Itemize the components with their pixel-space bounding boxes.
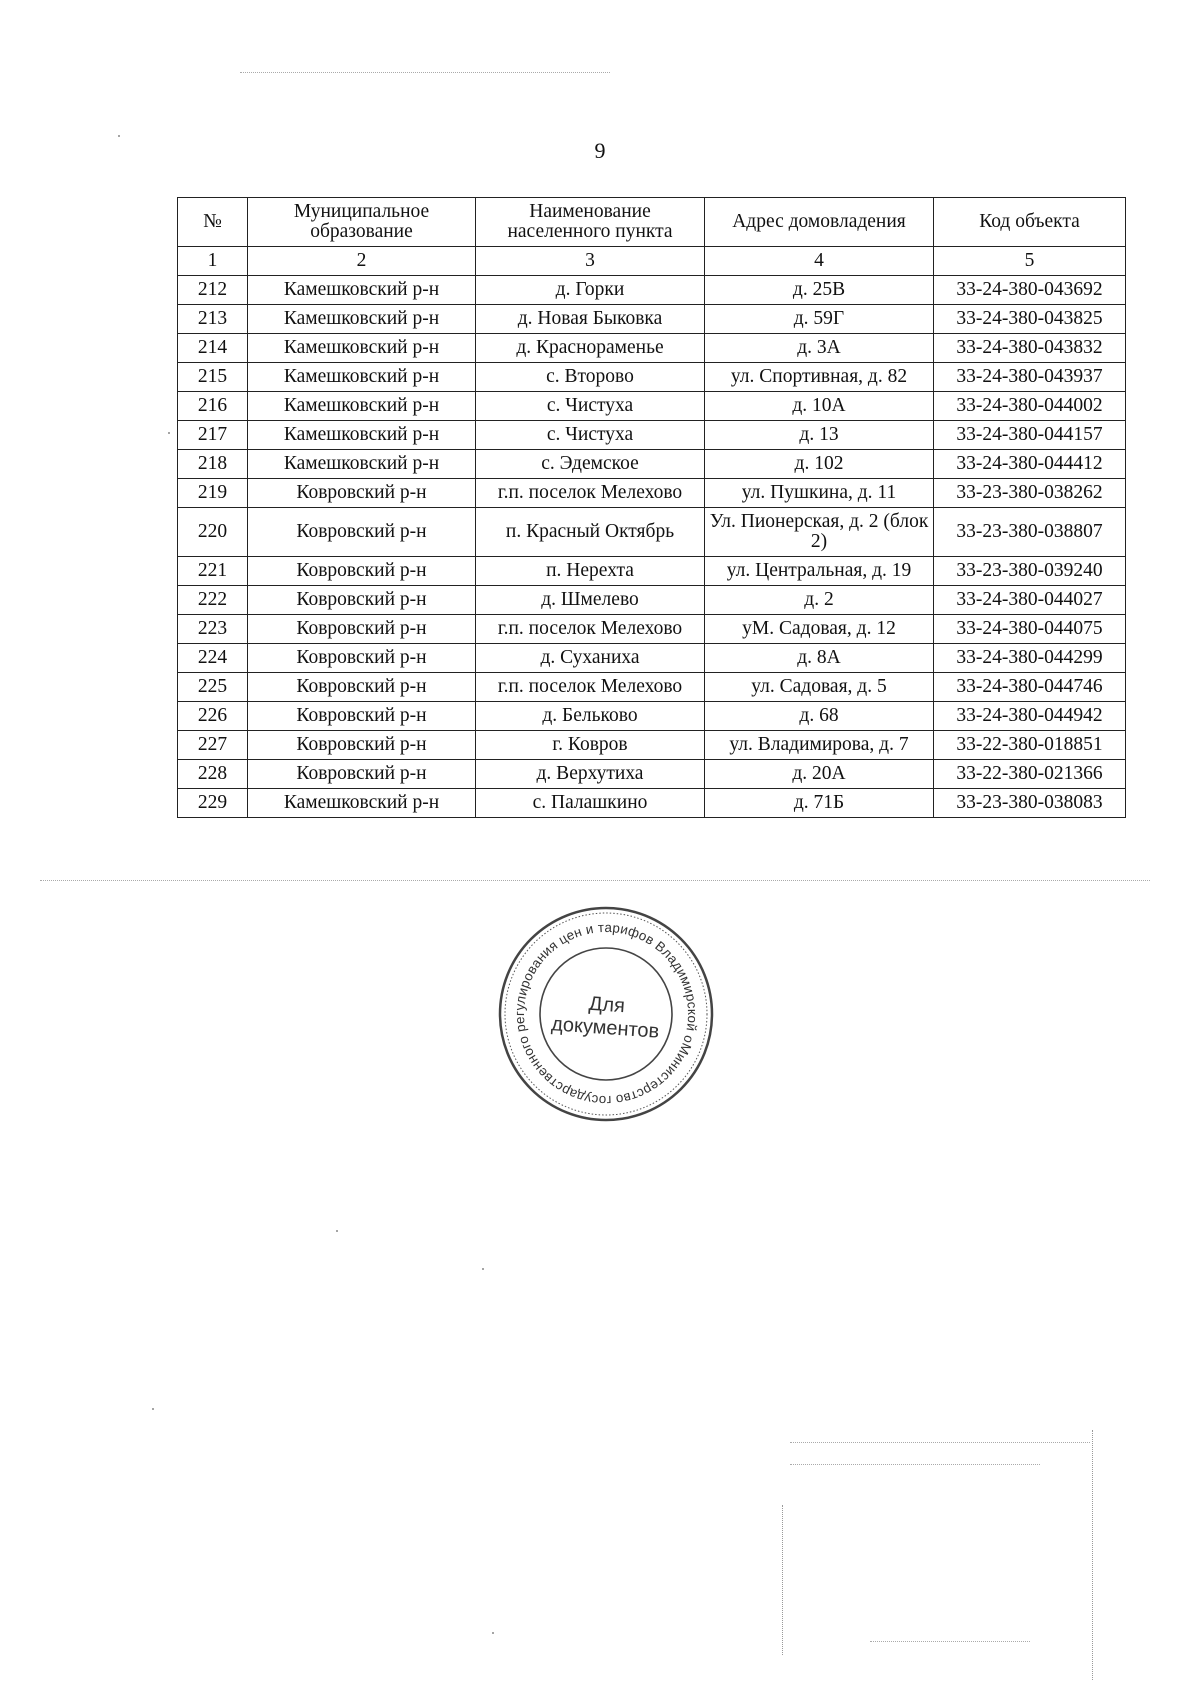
column-number: 1: [178, 247, 248, 276]
header-object-code: Код объекта: [934, 198, 1126, 247]
address-cell: д. 10А: [705, 392, 934, 421]
settlement-cell: п. Нерехта: [476, 557, 705, 586]
settlement-cell: с. Эдемское: [476, 450, 705, 479]
column-number: 3: [476, 247, 705, 276]
object-code-cell: 33-23-380-038262: [934, 479, 1126, 508]
object-code-cell: 33-24-380-044746: [934, 673, 1126, 702]
object-code-cell: 33-24-380-043825: [934, 305, 1126, 334]
header-settlement: Наименование населенного пункта: [476, 198, 705, 247]
row-number: 218: [178, 450, 248, 479]
scan-artifact: [870, 1641, 1030, 1642]
column-number-row: [178, 247, 1126, 276]
header-row: [178, 198, 1126, 247]
scan-artifact: [790, 1442, 1090, 1443]
column-number: 2: [248, 247, 476, 276]
header-number: №: [178, 198, 248, 247]
settlement-cell: с. Палашкино: [476, 789, 705, 818]
settlement-cell: г. Ковров: [476, 731, 705, 760]
settlement-cell: г.п. поселок Мелехово: [476, 673, 705, 702]
row-number: 226: [178, 702, 248, 731]
address-cell: ул. Садовая, д. 5: [705, 673, 934, 702]
table-row: [178, 305, 1126, 334]
municipality-cell: Ковровский р-н: [248, 508, 476, 557]
address-cell: д. 68: [705, 702, 934, 731]
settlement-cell: с. Чистуха: [476, 392, 705, 421]
table-row: [178, 702, 1126, 731]
municipality-cell: Камешковский р-н: [248, 450, 476, 479]
settlement-cell: д. Суханиха: [476, 644, 705, 673]
address-cell: д. 13: [705, 421, 934, 450]
settlement-cell: д. Краснораменье: [476, 334, 705, 363]
object-code-cell: 33-23-380-038083: [934, 789, 1126, 818]
settlement-cell: с. Чистуха: [476, 421, 705, 450]
scan-artifact: [40, 880, 1150, 881]
table-row: [178, 731, 1126, 760]
scan-artifact: [482, 1268, 484, 1270]
households-table-container: [177, 197, 1125, 818]
object-code-cell: 33-24-380-044157: [934, 421, 1126, 450]
address-cell: д. 20А: [705, 760, 934, 789]
address-cell: уМ. Садовая, д. 12: [705, 615, 934, 644]
scan-artifact: [790, 1464, 1040, 1465]
object-code-cell: 33-23-380-039240: [934, 557, 1126, 586]
row-number: 222: [178, 586, 248, 615]
table-row: [178, 673, 1126, 702]
settlement-cell: г.п. поселок Мелехово: [476, 615, 705, 644]
object-code-cell: 33-24-380-044412: [934, 450, 1126, 479]
page-number: 9: [594, 138, 606, 163]
object-code-cell: 33-24-380-044002: [934, 392, 1126, 421]
table-row: [178, 421, 1126, 450]
municipality-cell: Ковровский р-н: [248, 702, 476, 731]
row-number: 225: [178, 673, 248, 702]
table-row: [178, 789, 1126, 818]
municipality-cell: Камешковский р-н: [248, 421, 476, 450]
row-number: 221: [178, 557, 248, 586]
address-cell: ул. Владимирова, д. 7: [705, 731, 934, 760]
address-cell: д. 2: [705, 586, 934, 615]
row-number: 224: [178, 644, 248, 673]
scan-artifact: [168, 432, 170, 434]
row-number: 227: [178, 731, 248, 760]
object-code-cell: 33-24-380-043832: [934, 334, 1126, 363]
row-number: 213: [178, 305, 248, 334]
object-code-cell: 33-24-380-044942: [934, 702, 1126, 731]
settlement-cell: с. Второво: [476, 363, 705, 392]
table-body: [178, 276, 1126, 818]
row-number: 229: [178, 789, 248, 818]
settlement-cell: д. Новая Быковка: [476, 305, 705, 334]
table-row: [178, 644, 1126, 673]
municipality-cell: Камешковский р-н: [248, 392, 476, 421]
address-cell: д. 59Г: [705, 305, 934, 334]
row-number: 214: [178, 334, 248, 363]
scan-artifact: [492, 1632, 494, 1634]
settlement-cell: д. Верхутиха: [476, 760, 705, 789]
object-code-cell: 33-24-380-044027: [934, 586, 1126, 615]
svg-text:Министерство государственного: Министерство государственного регулирования цен и тарифов Владимирской области: [511, 919, 701, 1109]
municipality-cell: Камешковский р-н: [248, 363, 476, 392]
municipality-cell: Камешковский р-н: [248, 276, 476, 305]
settlement-cell: д. Шмелево: [476, 586, 705, 615]
address-cell: д. 3А: [705, 334, 934, 363]
table-row: [178, 615, 1126, 644]
header-municipality: Муниципальное образование: [248, 198, 476, 247]
municipality-cell: Камешковский р-н: [248, 334, 476, 363]
object-code-cell: 33-23-380-038807: [934, 508, 1126, 557]
table-row: [178, 334, 1126, 363]
table-row: [178, 479, 1126, 508]
address-cell: ул. Пушкина, д. 11: [705, 479, 934, 508]
column-number: 5: [934, 247, 1126, 276]
households-table: [177, 197, 1126, 818]
scan-artifact: [336, 1230, 338, 1232]
object-code-cell: 33-24-380-044299: [934, 644, 1126, 673]
stamp-center-line: Для: [588, 992, 626, 1018]
scan-artifact: [152, 1408, 154, 1410]
table-row: [178, 392, 1126, 421]
header-address: Адрес домовладения: [705, 198, 934, 247]
row-number: 228: [178, 760, 248, 789]
municipality-cell: Ковровский р-н: [248, 644, 476, 673]
scan-artifact: [782, 1505, 783, 1655]
table-row: [178, 276, 1126, 305]
address-cell: д. 102: [705, 450, 934, 479]
settlement-cell: д. Горки: [476, 276, 705, 305]
municipality-cell: Камешковский р-н: [248, 789, 476, 818]
table-header: [178, 198, 1126, 276]
row-number: 217: [178, 421, 248, 450]
address-cell: Ул. Пионерская, д. 2 (блок 2): [705, 508, 934, 557]
column-number: 4: [705, 247, 934, 276]
row-number: 215: [178, 363, 248, 392]
municipality-cell: Ковровский р-н: [248, 731, 476, 760]
table-row: [178, 450, 1126, 479]
object-code-cell: 33-22-380-018851: [934, 731, 1126, 760]
row-number: 216: [178, 392, 248, 421]
municipality-cell: Ковровский р-н: [248, 479, 476, 508]
object-code-cell: 33-22-380-021366: [934, 760, 1126, 789]
scan-artifact: [118, 135, 120, 137]
table-row: [178, 760, 1126, 789]
official-stamp: [496, 904, 716, 1124]
address-cell: д. 25В: [705, 276, 934, 305]
object-code-cell: 33-24-380-043692: [934, 276, 1126, 305]
settlement-cell: п. Красный Октябрь: [476, 508, 705, 557]
row-number: 212: [178, 276, 248, 305]
stamp-center-line: документов: [550, 1013, 660, 1043]
settlement-cell: г.п. поселок Мелехово: [476, 479, 705, 508]
row-number: 223: [178, 615, 248, 644]
scan-artifact: [1092, 1430, 1093, 1680]
municipality-cell: Ковровский р-н: [248, 673, 476, 702]
address-cell: ул. Центральная, д. 19: [705, 557, 934, 586]
row-number: 220: [178, 508, 248, 557]
row-number: 219: [178, 479, 248, 508]
object-code-cell: 33-24-380-043937: [934, 363, 1126, 392]
municipality-cell: Ковровский р-н: [248, 557, 476, 586]
municipality-cell: Камешковский р-н: [248, 305, 476, 334]
municipality-cell: Ковровский р-н: [248, 760, 476, 789]
table-row: [178, 508, 1126, 557]
settlement-cell: д. Бельково: [476, 702, 705, 731]
table-row: [178, 586, 1126, 615]
municipality-cell: Ковровский р-н: [248, 615, 476, 644]
table-row: [178, 557, 1126, 586]
address-cell: ул. Спортивная, д. 82: [705, 363, 934, 392]
object-code-cell: 33-24-380-044075: [934, 615, 1126, 644]
address-cell: д. 8А: [705, 644, 934, 673]
table-row: [178, 363, 1126, 392]
scan-artifact: [240, 72, 610, 73]
municipality-cell: Ковровский р-н: [248, 586, 476, 615]
address-cell: д. 71Б: [705, 789, 934, 818]
